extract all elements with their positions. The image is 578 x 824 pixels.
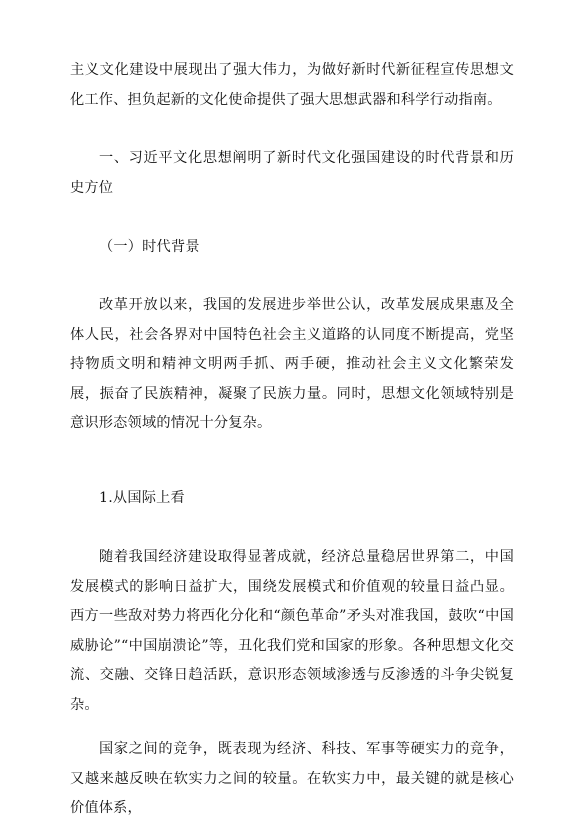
body-paragraph: 国家之间的竞争，既表现为经济、科技、军事等硬实力的竞争，又越来越反映在软实力之间的较量。在软实力中，最关键的就是核心价值体系， (70, 741, 514, 816)
paragraph-continuation: 主义文化建设中展现出了强大伟力，为做好新时代新征程宣传思想文化工作、担负起新的文化使命提供了强大思想武器和科学行动指南。 (70, 62, 514, 108)
section-heading: 一、习近平文化思想阐明了新时代文化强国建设的时代背景和历史方位 (70, 150, 514, 196)
body-paragraph: 改革开放以来，我国的发展进步举世公认，改革发展成果惠及全体人民，社会各界对中国特色社会主义道路的认同度不断提高，党坚持物质文明和精神文明两手抓、两手硬，推动社会主义文化繁荣发展，振奋了民族精神，凝聚了民族力量。同时，思想文化领域特别是意识形态领域的情况十分复杂。 (70, 297, 514, 431)
body-paragraph: 随着我国经济建设取得显著成就，经济总量稳居世界第二，中国发展模式的影响日益扩大，围绕发展模式和价值观的较量日益凸显。西方一些敌对势力将西化分化和“颜色革命”矛头对准我国，鼓吹“中国威胁论”“中国崩溃论”等，丑化我们党和国家的形象。各种思想文化交流、交融、交锋日趋活跃，意识形态领域渗透与反渗透的斗争尖锐复杂。 (70, 549, 514, 713)
subsection-heading: （一）时代背景 (99, 239, 200, 255)
sub-subsection-heading: 1.从国际上看 (99, 490, 185, 506)
